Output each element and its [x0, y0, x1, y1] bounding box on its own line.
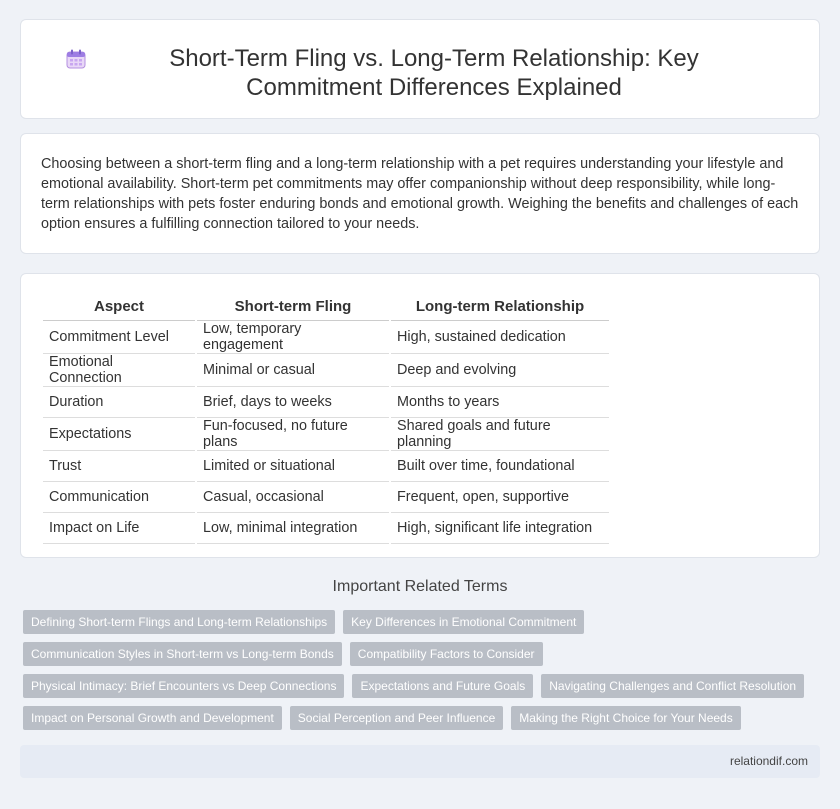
- title-card: [20, 19, 820, 119]
- related-term-tag[interactable]: Defining Short-term Flings and Long-term Relationships: [23, 610, 335, 634]
- table-cell: Casual, occasional: [196, 481, 390, 512]
- table-cell: High, significant life integration: [390, 512, 610, 543]
- table-cell: Fun-focused, no future plans: [196, 417, 390, 450]
- table-cell: Expectations: [43, 417, 196, 450]
- tag-row: [23, 706, 803, 730]
- table-row: [43, 512, 610, 543]
- footer-bar: [20, 745, 820, 778]
- table-row: [43, 320, 610, 353]
- tag-row: [23, 674, 803, 698]
- related-term-tag[interactable]: Communication Styles in Short-term vs Long-term Bonds: [23, 642, 342, 666]
- table-cell: Brief, days to weeks: [196, 386, 390, 417]
- site-credit-link[interactable]: relationdif.com: [729, 754, 808, 768]
- table-cell: Low, temporary engagement: [196, 320, 390, 353]
- related-term-tag[interactable]: Making the Right Choice for Your Needs: [511, 706, 740, 730]
- table-row: [43, 417, 610, 450]
- related-term-tag[interactable]: Expectations and Future Goals: [352, 674, 533, 698]
- column-header: Aspect: [43, 293, 196, 320]
- related-terms-heading: Important Related Terms: [332, 578, 508, 595]
- intro-card: [20, 133, 820, 254]
- related-term-tag[interactable]: Impact on Personal Growth and Development: [23, 706, 282, 730]
- table-cell: Commitment Level: [43, 320, 196, 353]
- table-row: [43, 386, 610, 417]
- related-term-tag[interactable]: Compatibility Factors to Consider: [350, 642, 543, 666]
- comparison-table: [43, 293, 611, 544]
- tag-row: [23, 642, 803, 666]
- table-cell: High, sustained dedication: [390, 320, 610, 353]
- table-cell: Trust: [43, 450, 196, 481]
- table-cell: Built over time, foundational: [390, 450, 610, 481]
- table-cell: Limited or situational: [196, 450, 390, 481]
- table-cell: Duration: [43, 386, 196, 417]
- table-cell: Deep and evolving: [390, 353, 610, 386]
- page-title: Short-Term Fling vs. Long-Term Relationship: Key Commitment Differences Explained: [169, 45, 699, 101]
- related-terms-list: [23, 610, 803, 738]
- table-cell: Low, minimal integration: [196, 512, 390, 543]
- table-cell: Minimal or casual: [196, 353, 390, 386]
- tag-row: [23, 610, 803, 634]
- table-row: [43, 450, 610, 481]
- column-header: Short-term Fling: [196, 293, 390, 320]
- related-term-tag[interactable]: Navigating Challenges and Conflict Resolution: [541, 674, 804, 698]
- table-header-row: [43, 293, 610, 320]
- related-term-tag[interactable]: Physical Intimacy: Brief Encounters vs Deep Connections: [23, 674, 344, 698]
- table-cell: Emotional Connection: [43, 353, 196, 386]
- table-cell: Communication: [43, 481, 196, 512]
- table-row: [43, 481, 610, 512]
- comparison-card: [20, 273, 820, 558]
- table-row: [43, 353, 610, 386]
- table-cell: Frequent, open, supportive: [390, 481, 610, 512]
- table-cell: Months to years: [390, 386, 610, 417]
- related-term-tag[interactable]: Key Differences in Emotional Commitment: [343, 610, 584, 634]
- table-cell: Shared goals and future planning: [390, 417, 610, 450]
- intro-paragraph: Choosing between a short-term fling and a long-term relationship with a pet requires understanding your lifestyle and emotional availability. Short-term pet commitments may offer companionship without deep responsibility, while long-term relationships with pets foster enduring bonds and emotional growth. Weighing the benefits and challenges of each option ensures a fulfilling connection tailored to your needs.: [41, 156, 799, 232]
- column-header: Long-term Relationship: [390, 293, 610, 320]
- table-cell: Impact on Life: [43, 512, 196, 543]
- related-term-tag[interactable]: Social Perception and Peer Influence: [290, 706, 503, 730]
